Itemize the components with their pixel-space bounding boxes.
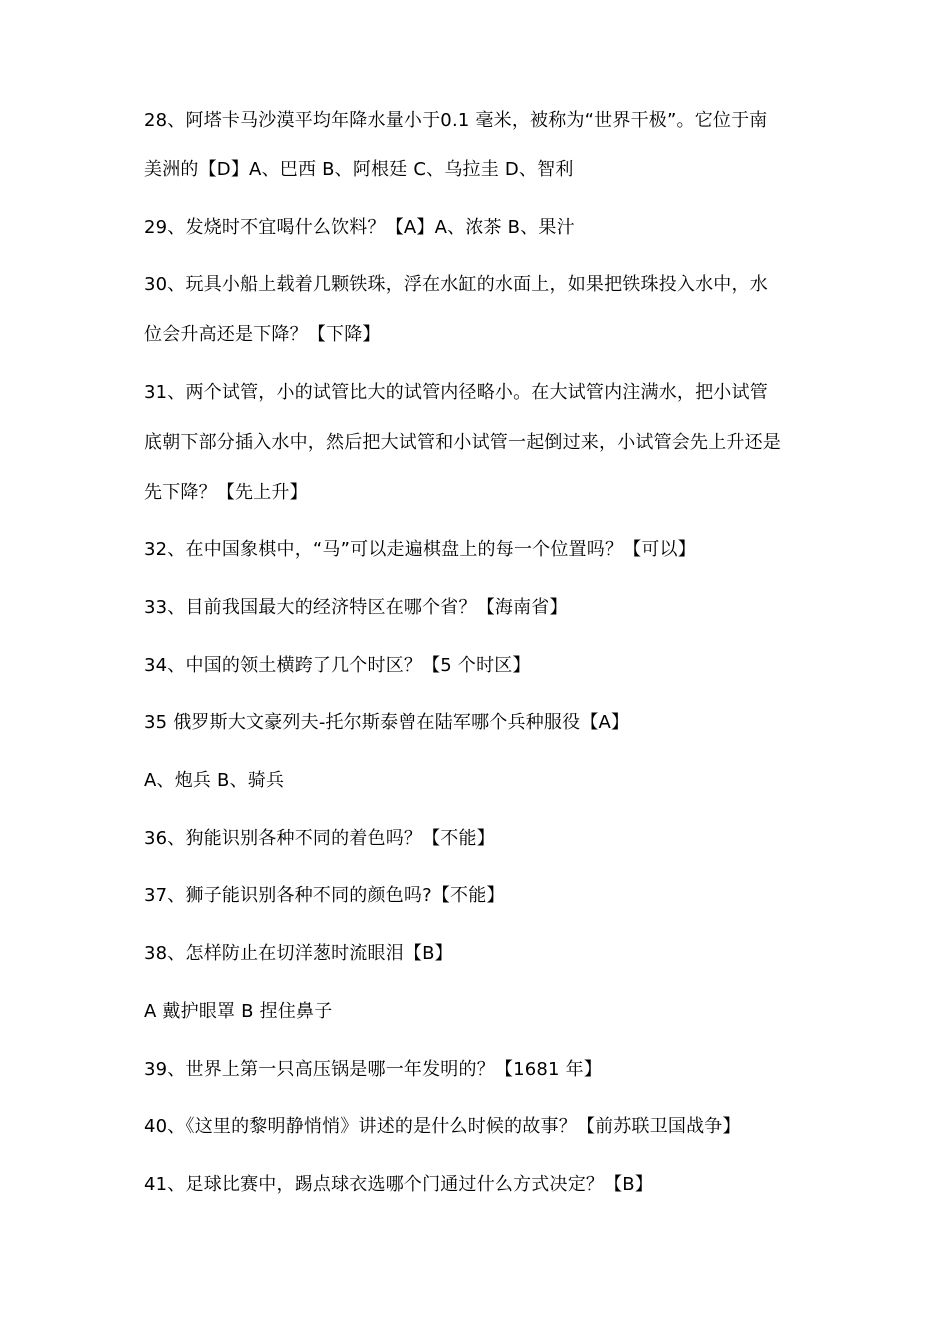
text-line: 29、发烧时不宜喝什么饮料？【A】A、浓茶 B、果汁 — [144, 217, 575, 238]
text-line: 36、狗能识别各种不同的着色吗？【不能】 — [144, 828, 495, 849]
text-line: 40、《这里的黎明静悄悄》讲述的是什么时候的故事？【前苏联卫国战争】 — [144, 1116, 741, 1137]
text-line: 34、中国的领土横跨了几个时区？【5 个时区】 — [144, 655, 531, 676]
text-line: 37、狮子能识别各种不同的颜色吗?【不能】 — [144, 885, 505, 906]
text-line: 位会升高还是下降？【下降】 — [144, 324, 381, 345]
text-line: 31、两个试管，小的试管比大的试管内径略小。在大试管内注满水，把小试管 — [144, 382, 768, 403]
text-line: 33、目前我国最大的经济特区在哪个省？【海南省】 — [144, 597, 568, 618]
text-line: 35 俄罗斯大文豪列夫-托尔斯泰曾在陆军哪个兵种服役【A】 — [144, 712, 630, 733]
text-line: 30、玩具小船上载着几颗铁珠，浮在水缸的水面上，如果把铁珠投入水中，水 — [144, 274, 768, 295]
text-line: 39、世界上第一只高压锅是哪一年发明的？【1681 年】 — [144, 1059, 603, 1080]
text-line: 28、阿塔卡马沙漠平均年降水量小于0.1 毫米，被称为“世界干极”。它位于南 — [144, 110, 768, 131]
text-line: 底朝下部分插入水中，然后把大试管和小试管一起倒过来，小试管会先上升还是 — [144, 432, 781, 453]
text-line: 41、足球比赛中，踢点球衣选哪个门通过什么方式决定？【B】 — [144, 1174, 654, 1195]
text-line: A、炮兵 B、骑兵 — [144, 770, 285, 791]
text-line: 先下降？【先上升】 — [144, 482, 308, 503]
text-line: 32、在中国象棋中，“马”可以走遍棋盘上的每一个位置吗？【可以】 — [144, 539, 696, 560]
text-line: 38、怎样防止在切洋葱时流眼泪【B】 — [144, 943, 453, 964]
text-line: 美洲的【D】A、巴西 B、阿根廷 C、乌拉圭 D、智利 — [144, 159, 574, 180]
text-line: A 戴护眼罩 B 捏住鼻子 — [144, 1001, 333, 1022]
